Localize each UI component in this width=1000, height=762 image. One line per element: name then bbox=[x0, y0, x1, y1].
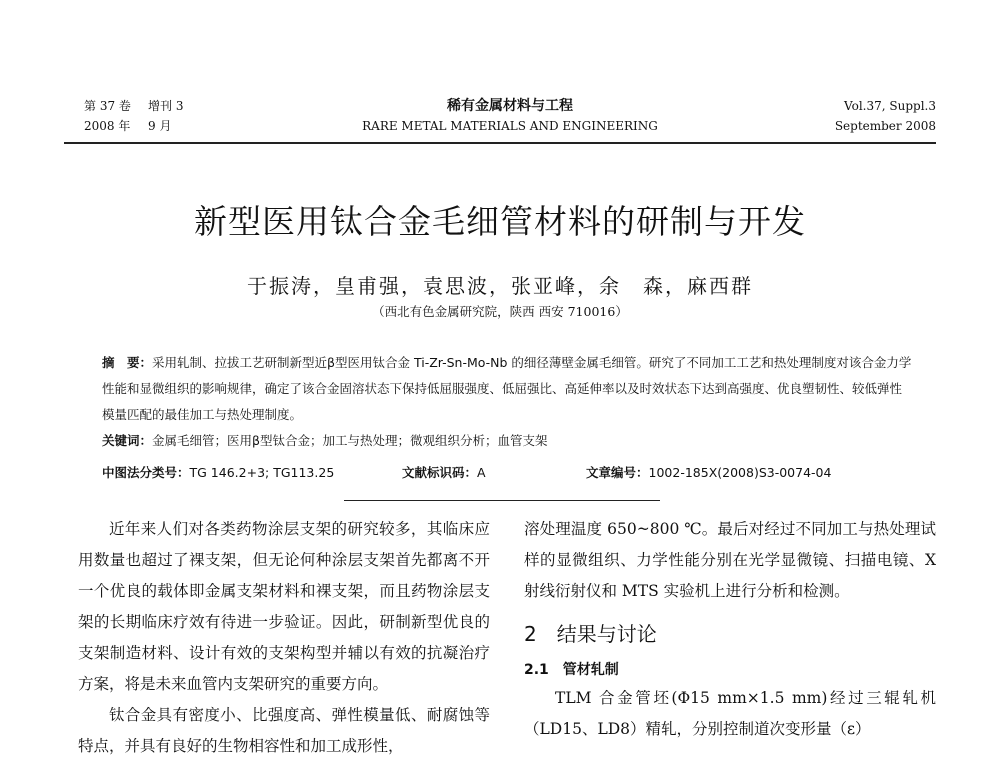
document-code bbox=[402, 462, 486, 484]
journal-header bbox=[84, 96, 936, 142]
header-rule bbox=[64, 142, 936, 144]
doc-label: 文献标识码： bbox=[402, 465, 478, 480]
journal-name bbox=[84, 96, 936, 136]
issue-info-en bbox=[835, 96, 936, 136]
clc-value: TG 146.2+3; TG113.25 bbox=[189, 465, 335, 480]
abstract bbox=[102, 350, 914, 454]
affiliation: （西北有色金属研究院，陕西 西安 710016） bbox=[372, 304, 628, 319]
journal-name-cn: 稀有金属材料与工程 bbox=[447, 98, 573, 114]
keywords-label: 关键词： bbox=[102, 433, 153, 448]
paper-title: 新型医用钛合金毛细管材料的研制与开发 bbox=[194, 202, 806, 241]
body-column-left bbox=[78, 514, 490, 762]
clc-label: 中图法分类号： bbox=[102, 465, 190, 480]
article-number bbox=[586, 462, 831, 484]
doc-value: A bbox=[477, 465, 486, 480]
article-label: 文章编号： bbox=[586, 465, 649, 480]
abstract-text: 采用轧制、拉拔工艺研制新型近β型医用钛合金 Ti-Zr-Sn-Mo-Nb 的细径薄壁金属毛细管。研究了不同加工工艺和热处理制度对该合金力学性能和显微组织的影响规律，确定了该合金固溶状态下保持低屈服强度、低屈强比、高延伸率以及时效状态下达到高强度、优良塑韧性、较低弹性模量匹配的最佳加工与热处理制度。 bbox=[102, 355, 912, 422]
keywords-text: 金属毛细管；医用β型钛合金；加工与热处理；微观组织分析；血管支架 bbox=[152, 433, 548, 448]
clc-code bbox=[102, 462, 334, 484]
body-column-right bbox=[524, 514, 936, 745]
year-cn: 2008 年 bbox=[84, 119, 131, 133]
abstract-divider bbox=[344, 500, 660, 501]
author-list: 于振涛，皇甫强，袁思波，张亚峰，余 森，麻西群 bbox=[247, 274, 753, 298]
body-paragraph: TLM 合金管坯(Φ15 mm×1.5 mm)经过三辊轧机（LD15、LD8）精轧，分别控制道次变形量（ε） bbox=[524, 689, 936, 738]
body-paragraph: 近年来人们对各类药物涂层支架的研究较多，其临床应用数量也超过了裸支架，但无论何种涂层支架首先都离不开一个优良的载体即金属支架材料和裸支架，而且药物涂层支架的长期临床疗效有待进一步验证。因此，研制新型优良的支架制造材料、设计有效的支架构型并辅以有效的抗凝治疗方案，将是未来血管内支架研究的重要方向。 bbox=[78, 520, 490, 693]
body-paragraph: 溶处理温度 650~800 ℃。最后对经过不同加工与热处理试样的显微组织、力学性能分别在光学显微镜、扫描电镜、X 射线衍射仪和 MTS 实验机上进行分析和检测。 bbox=[524, 520, 936, 600]
subsection-heading: 2.1 管材轧制 bbox=[524, 662, 619, 678]
month-cn: 9 月 bbox=[148, 119, 172, 133]
date-en: September 2008 bbox=[834, 119, 936, 133]
article-value: 1002-185X(2008)S3-0074-04 bbox=[648, 465, 832, 480]
supplement-cn: 增刊 3 bbox=[148, 99, 184, 113]
section-heading: 2 结果与讨论 bbox=[524, 622, 657, 646]
body-paragraph: 钛合金具有密度小、比强度高、弹性模量低、耐腐蚀等特点，并具有良好的生物相容性和加工成形性， bbox=[78, 706, 490, 755]
journal-name-en: RARE METAL MATERIALS AND ENGINEERING bbox=[362, 119, 658, 133]
abstract-label: 摘 要： bbox=[102, 355, 153, 370]
volume-cn: 第 37 卷 bbox=[84, 99, 131, 113]
volume-en: Vol.37, Suppl.3 bbox=[844, 99, 936, 113]
